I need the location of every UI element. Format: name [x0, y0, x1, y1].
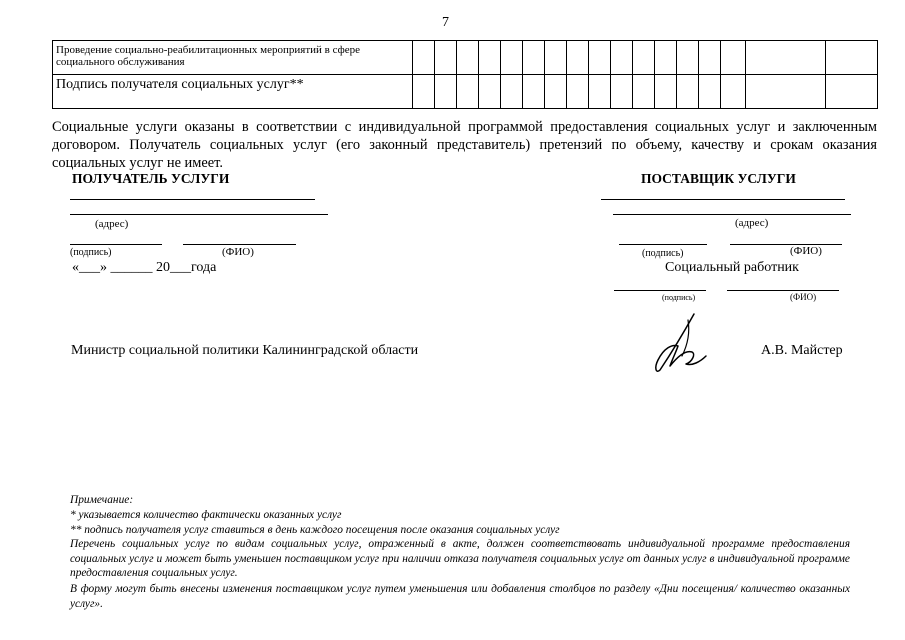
- table-row: [53, 75, 878, 109]
- provider-signature-line: [619, 244, 707, 245]
- recipient-address-caption: (адрес): [95, 218, 129, 230]
- table-row: [53, 41, 878, 75]
- table-cell: [655, 75, 677, 109]
- table-cell: [435, 75, 457, 109]
- recipient-signature-caption: (подпись): [70, 247, 112, 258]
- provider-name-caption: (ФИО): [790, 245, 822, 257]
- notes-heading: Примечание:: [70, 494, 134, 506]
- recipient-address-line: [70, 214, 328, 215]
- table-cell: [523, 41, 545, 75]
- provider-signature-caption: (подпись): [642, 248, 684, 259]
- table-cell: [545, 41, 567, 75]
- table-cell: [501, 75, 523, 109]
- note-item: * указывается количество фактически оказанных услуг: [70, 509, 342, 521]
- table-cell: [655, 41, 677, 75]
- provider-address-line: [613, 214, 851, 215]
- table-cell: [721, 41, 746, 75]
- minister-title: Министр социальной политики Калининградской области: [71, 343, 419, 358]
- table-cell: [501, 41, 523, 75]
- recipient-line-1: [70, 199, 315, 200]
- recipient-name-caption: (ФИО): [222, 246, 254, 258]
- worker-name-caption: (ФИО): [790, 292, 817, 302]
- worker-signature-caption: (подпись): [662, 293, 696, 302]
- table-row-label: Проведение социально-реабилитационных мероприятий в сфере социального обслуживания: [53, 41, 413, 75]
- provider-address-caption: (адрес): [735, 217, 769, 229]
- page-number: 7: [442, 15, 449, 30]
- recipient-signature-line: [70, 244, 162, 245]
- table-cell: [457, 75, 479, 109]
- recipient-heading: ПОЛУЧАТЕЛЬ УСЛУГИ: [72, 171, 230, 186]
- table-cell: [746, 41, 826, 75]
- table-cell: [567, 75, 589, 109]
- table-cell: [413, 75, 435, 109]
- table-cell: [721, 75, 746, 109]
- table-cell: [611, 41, 633, 75]
- table-cell: [479, 41, 501, 75]
- recipient-date-line: «___» ______ 20___года: [72, 260, 217, 275]
- table-cell: [699, 75, 721, 109]
- minister-name: А.В. Майстер: [761, 343, 843, 358]
- table-cell: [589, 41, 611, 75]
- worker-name-line: [727, 290, 839, 291]
- note-item: Перечень социальных услуг по видам социальных услуг, отраженный в акте, должен соответствовать индивидуальной программе предоставления социальных услуг и может быть уменьшен поставщиком услуг при наличии отказа получателя социальных услуг от данных услуг в индивидуальной программе предоставления социальных услуг.: [70, 538, 850, 580]
- table-cell: [435, 41, 457, 75]
- recipient-name-line: [183, 244, 296, 245]
- table-cell: [633, 75, 655, 109]
- provider-heading: ПОСТАВЩИК УСЛУГИ: [641, 171, 796, 186]
- table-cell: [746, 75, 826, 109]
- table-cell: [699, 41, 721, 75]
- table-cell: [677, 41, 699, 75]
- table-cell: [826, 75, 878, 109]
- worker-signature-line: [614, 290, 706, 291]
- table-cell: [826, 41, 878, 75]
- provider-name-line: [730, 244, 842, 245]
- statement-paragraph: Социальные услуги оказаны в соответствии с индивидуальной программой предоставления социальных услуг и заключенным договором. Получатель социальных услуг (его законный представитель) претензий по объему, качеству и срокам оказания социальных услуг не имеет.: [52, 119, 877, 171]
- table-row-label: Подпись получателя социальных услуг**: [53, 75, 413, 109]
- provider-line-1: [601, 199, 845, 200]
- table-cell: [589, 75, 611, 109]
- table-cell: [479, 75, 501, 109]
- table-cell: [523, 75, 545, 109]
- table-cell: [457, 41, 479, 75]
- table-cell: [611, 75, 633, 109]
- social-worker-label: Социальный работник: [665, 260, 799, 275]
- table-cell: [633, 41, 655, 75]
- table-cell: [677, 75, 699, 109]
- table-cell: [567, 41, 589, 75]
- table-cell: [413, 41, 435, 75]
- handwritten-signature: [648, 310, 714, 376]
- note-item: В форму могут быть внесены изменения поставщиком услуг путем уменьшения или добавления столбцов по разделу «Дни посещения/ количество оказанных услуг».: [70, 583, 850, 610]
- services-table: [52, 40, 878, 109]
- table-cell: [545, 75, 567, 109]
- note-item: ** подпись получателя услуг ставиться в день каждого посещения после оказания социальных услуг: [70, 524, 560, 536]
